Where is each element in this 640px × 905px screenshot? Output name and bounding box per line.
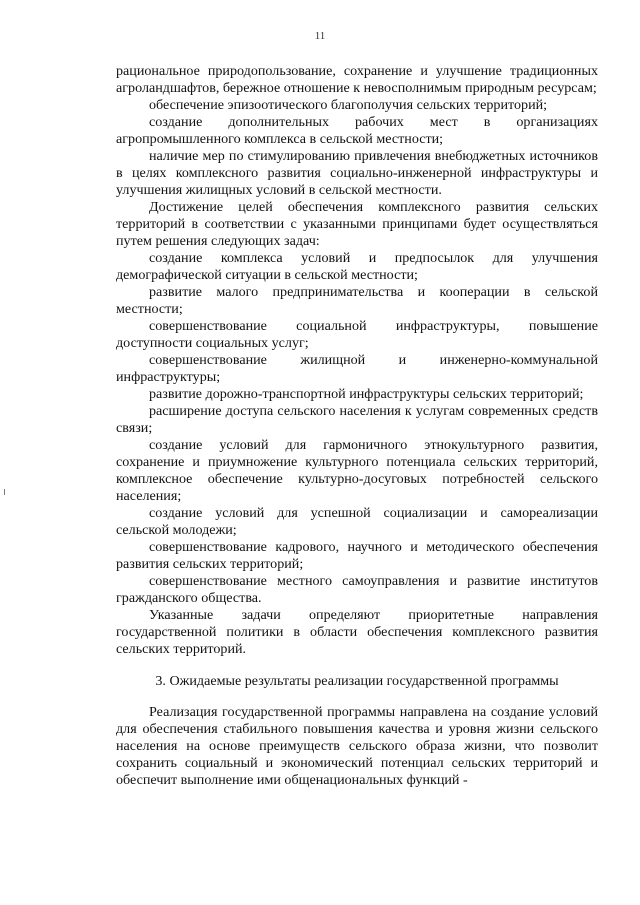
paragraph-continuation: рациональное природопользование, сохранение и улучшение традиционных агроландшафтов, бережное отношение к невосполнимым природным ресурсам; <box>116 63 598 96</box>
paragraph: совершенствование местного самоуправления и развитие институтов гражданского общества. <box>116 573 598 606</box>
scan-margin-mark <box>4 489 5 495</box>
paragraph: создание дополнительных рабочих мест в организациях агропромышленного комплекса в сельской местности; <box>116 114 598 147</box>
paragraph: создание комплекса условий и предпосылок для улучшения демографической ситуации в сельской местности; <box>116 250 598 283</box>
paragraph: развитие дорожно-транспортной инфраструктуры сельских территорий; <box>149 386 584 402</box>
paragraph: совершенствование кадрового, научного и методического обеспечения развития сельских территорий; <box>116 539 598 572</box>
paragraph: совершенствование жилищной и инженерно-коммунальной инфраструктуры; <box>116 352 598 385</box>
paragraph: совершенствование социальной инфраструктуры, повышение доступности социальных услуг; <box>116 318 598 351</box>
paragraph: Указанные задачи определяют приоритетные направления государственной политики в области обеспечения комплексного развития сельских территорий. <box>116 607 598 657</box>
paragraph: создание условий для гармоничного этнокультурного развития, сохранение и приумножение культурного потенциала сельских территорий, комплексное обеспечение культурно-досуговых потребностей сельского населения; <box>116 437 598 504</box>
section-paragraph: Реализация государственной программы направлена на создание условий для обеспечения стабильного повышения качества и уровня жизни сельского населения на основе преимуществ сельского образа жизни, что позволит сохранить социальный и экономический потенциал сельских территорий и обеспечит выполнение ими общенациональных функций - <box>116 704 598 788</box>
document-body <box>116 63 598 789</box>
paragraph: расширение доступа сельского населения к услугам современных средств связи; <box>116 403 598 436</box>
paragraph: развитие малого предпринимательства и кооперации в сельской местности; <box>116 284 598 317</box>
section-heading: 3. Ожидаемые результаты реализации государственной программы <box>155 673 559 689</box>
page-number: 11 <box>314 30 326 42</box>
paragraph: наличие мер по стимулированию привлечения внебюджетных источников в целях комплексного развития социально-инженерной инфраструктуры и улучшения жилищных условий в сельской местности. <box>116 148 598 198</box>
paragraph: Достижение целей обеспечения комплексного развития сельских территорий в соответствии с указанными принципами будет осуществляться путем решения следующих задач: <box>116 199 598 249</box>
paragraph: обеспечение эпизоотического благополучия сельских территорий; <box>149 97 548 113</box>
paragraph: создание условий для успешной социализации и самореализации сельской молодежи; <box>116 505 598 538</box>
